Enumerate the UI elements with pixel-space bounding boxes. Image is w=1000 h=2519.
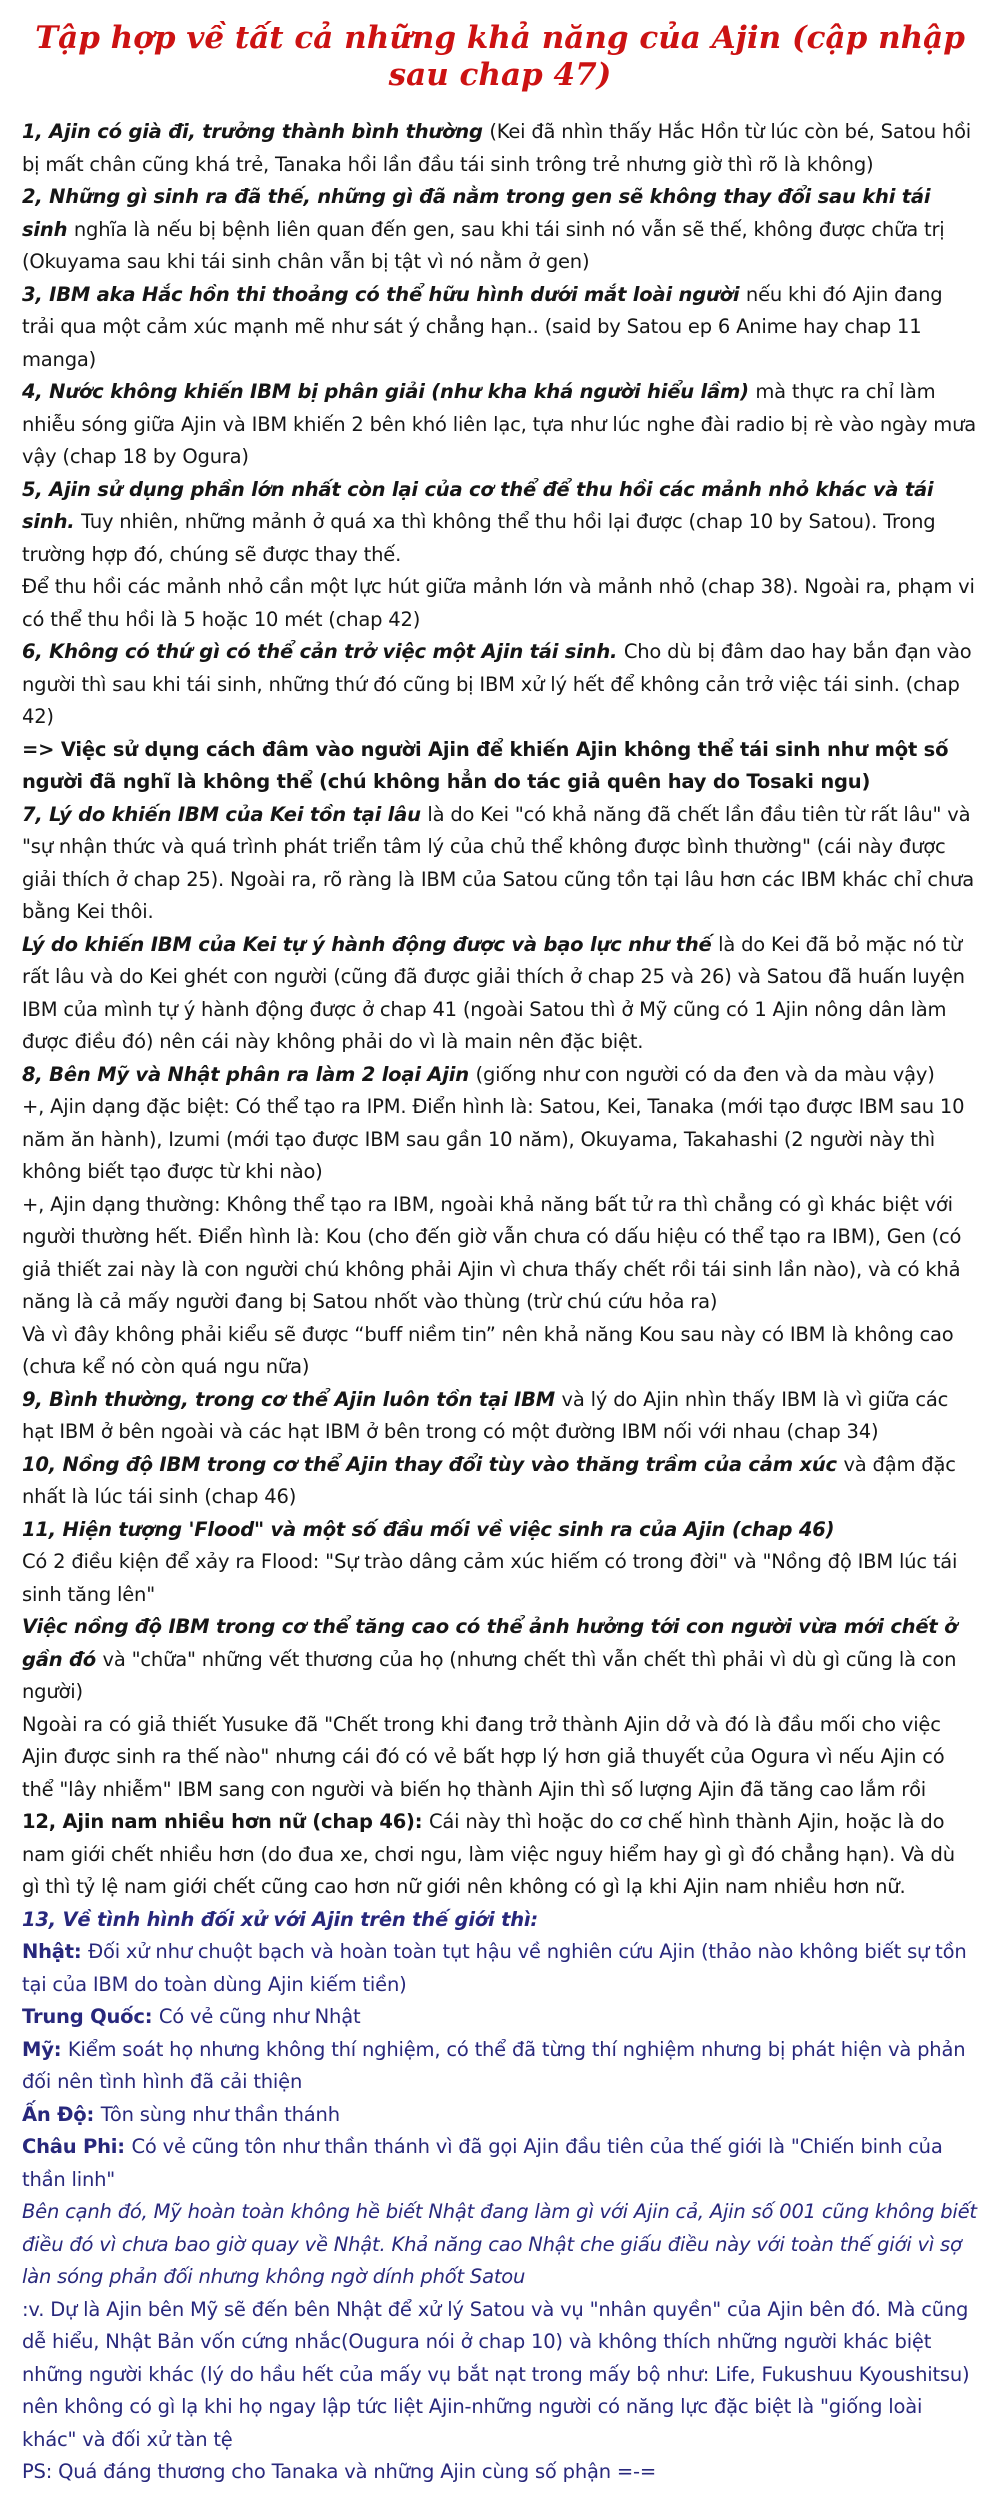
text-segment: và đậm đặc nhất là lúc tái sinh (chap 46)	[22, 1452, 956, 1509]
text-segment: => Việc sử dụng cách đâm vào người Ajin để khiến Ajin không thể tái sinh như một số người đã nghĩ là không thể (chú không hẳn do tác giả quên hay do Tosaki ngu)	[22, 737, 949, 794]
text-segment: là do Kei đã bỏ mặc nó từ rất lâu và do Kei ghét con người (cũng đã được giải thích ở chap 25 và 26) và Satou đã huấn luyện IBM của mình tự ý hành động được ở chap 41 (ngoài Satou thì ở Mỹ cũng có 1 Ajin nông dân làm được điều đó) nên cái này không phải do vì là main nên đặc biệt.	[22, 932, 965, 1054]
paragraph-7	[22, 636, 978, 734]
text-segment: 4, Nước không khiến IBM bị phân giải (như kha khá người hiểu lầm)	[22, 380, 756, 404]
text-segment: PS: Quá đáng thương cho Tanaka và những Ajin cùng số phận =-=	[22, 2460, 656, 2484]
text-segment: mà thực ra chỉ làm nhiễu sóng giữa Ajin và IBM khiến 2 bên khó liên lạc, tựa như lúc nghe đài radio bị rè vào ngày mưa vậy (chap 18 by Ogura)	[22, 380, 976, 469]
text-segment: Cái này thì hoặc do cơ chế hình thành Ajin, hoặc là do nam giới chết nhiều hơn (do đua xe, chơi ngu, làm việc nguy hiểm hay gì gì đó chẳng hạn). Và dù gì thì tỷ lệ nam giới chết cũng cao hơn nữ giới nên không có gì lạ khi Ajin nam nhiều hơn nữ.	[22, 1810, 955, 1899]
paragraph-26	[22, 2099, 978, 2132]
paragraph-17	[22, 1514, 978, 1547]
text-segment: Có 2 điều kiện để xảy ra Flood: "Sự trào dâng cảm xúc hiếm có trong đời" và "Nồng độ IBM lúc tái sinh tăng lên"	[22, 1550, 958, 1606]
paragraph-15	[22, 1384, 978, 1449]
text-segment: Mỹ:	[22, 2037, 68, 2061]
text-segment: (Kei đã nhìn thấy Hắc Hồn từ lúc còn bé, Satou hồi bị mất chân cũng khá trẻ, Tanaka hồi lần đầu tái sinh trông trẻ nhưng giờ thì rõ là không)	[22, 120, 972, 176]
text-segment: Đối xử như chuột bạch và hoàn toàn tụt hậu về nghiên cứu Ajin (thảo nào không biết sự tồn tại của IBM do toàn dùng Ajin kiếm tiền)	[22, 1940, 967, 1996]
paragraph-9	[22, 799, 978, 929]
paragraph-8	[22, 734, 978, 799]
text-segment: Châu Phi:	[22, 2135, 132, 2159]
paragraph-5	[22, 474, 978, 572]
text-segment: Việc nồng độ IBM trong cơ thể tăng cao có thể ảnh hưởng tới con người vừa mới chết ở gần đó	[22, 1615, 958, 1671]
text-segment: 3, IBM aka Hắc hồn thi thoảng có thể hữu hình dưới mắt loài người	[22, 282, 746, 306]
paragraph-27	[22, 2131, 978, 2196]
text-segment: 5, Ajin sử dụng phần lớn nhất còn lại của cơ thể để thu hồi các mảnh nhỏ khác và tái sinh.	[22, 477, 934, 534]
text-segment: Ấn Độ:	[22, 2102, 101, 2126]
text-segment: Lý do khiến IBM của Kei tự ý hành động được và bạo lực như thế	[22, 932, 719, 956]
text-segment: và "chữa" những vết thương của họ (nhưng chết thì vẫn chết thì phải vì dù gì cũng là con người)	[22, 1647, 957, 1704]
text-segment: :v. Dự là Ajin bên Mỹ sẽ đến bên Nhật để xử lý Satou và vụ "nhân quyền" của Ajin bên đó. Mà cũng dễ hiểu, Nhật Bản vốn cứng nhắc(Ougura nói ở chap 10) và không thích những người khác biệt những người khác (lý do hầu hết của mấy vụ bắt nạt trong mấy bộ như: Life, Fukushuu Kyoushitsu) nên không có gì lạ khi họ ngay lập tức liệt Ajin-những người có năng lực đặc biệt là "giống loài khác" và đối xử tàn tệ	[22, 2297, 970, 2451]
text-segment: Có vẻ cũng tôn như thần thánh vì đã gọi Ajin đầu tiên của thế giới là "Chiến binh của thần linh"	[22, 2135, 943, 2191]
paragraph-28	[22, 2196, 978, 2294]
text-segment: Cho dù bị đâm dao hay bắn đạn vào người thì sau khi tái sinh, những thứ đó cũng bị IBM xử lý hết để không cản trở việc tái sinh. (chap 42)	[22, 640, 972, 729]
text-segment: +, Ajin dạng đặc biệt: Có thể tạo ra IPM. Điển hình là: Satou, Kei, Tanaka (mới tạo được IBM sau 10 năm ăn hành), Izumi (mới tạo được IBM sau gần 10 năm), Okuyama, Takahashi (2 người này thì không biết tạo được từ khi nào)	[22, 1095, 965, 1184]
paragraph-16	[22, 1449, 978, 1514]
text-segment: Ngoài ra có giả thiết Yusuke đã "Chết trong khi đang trở thành Ajin dở và đó là đầu mối cho việc Ajin được sinh ra thế nào" nhưng cái đó có vẻ bất hợp lý hơn giả thuyết của Ogura vì nếu Ajin có thể "lây nhiễm" IBM sang con người và biến họ thành Ajin thì số lượng Ajin đã tăng cao lắm rồi	[22, 1712, 945, 1801]
paragraph-10	[22, 929, 978, 1059]
text-segment: Tuy nhiên, những mảnh ở quá xa thì không thể thu hồi lại được (chap 10 by Satou). Trong trường hợp đó, chúng sẽ được thay thế.	[22, 510, 936, 566]
text-segment: (giống như con người có da đen và da màu vậy)	[475, 1062, 935, 1086]
text-segment: +, Ajin dạng thường: Không thể tạo ra IBM, ngoài khả năng bất tử ra thì chẳng có gì khác biệt với người thường hết. Điển hình là: Kou (cho đến giờ vẫn chưa có dấu hiệu có thể tạo ra IBM), Gen (có giả thiết zai này là con người chú không phải Ajin vì chưa thấy chết rồi tái sinh lần nào), và có khả năng là cả mấy người đang bị Satou nhốt vào thùng (trừ chú cứu hỏa ra)	[22, 1192, 962, 1314]
document-body	[22, 116, 978, 2489]
paragraph-29	[22, 2294, 978, 2457]
text-segment: 1, Ajin có già đi, trưởng thành bình thường	[22, 120, 490, 144]
text-segment: Trung Quốc:	[22, 2005, 159, 2029]
text-segment: 13, Về tình hình đối xử với Ajin trên thế giới thì:	[22, 1907, 538, 1931]
text-segment: Có vẻ cũng như Nhật	[158, 2005, 361, 2029]
text-segment: 11, Hiện tượng 'Flood" và một số đầu mối về việc sinh ra của Ajin (chap 46)	[22, 1517, 835, 1541]
text-segment: Tôn sùng như thần thánh	[100, 2102, 340, 2126]
paragraph-24	[22, 2001, 978, 2034]
text-segment: và lý do Ajin nhìn thấy IBM là vì giữa các hạt IBM ở bên ngoài và các hạt IBM ở bên trong có một đường IBM nối với nhau (chap 34)	[22, 1387, 949, 1444]
paragraph-19	[22, 1611, 978, 1709]
text-segment: 8, Bên Mỹ và Nhật phân ra làm 2 loại Ajin	[22, 1062, 476, 1086]
page-title: Tập hợp về tất cả những khả năng của Ajin (cập nhập sau chap 47)	[35, 20, 965, 94]
text-segment: Kiểm soát họ nhưng không thí nghiệm, có thể đã từng thí nghiệm nhưng bị phát hiện và phản đối nên tình hình đã cải thiện	[22, 2037, 966, 2094]
paragraph-11	[22, 1059, 978, 1092]
text-segment: Bên cạnh đó, Mỹ hoàn toàn không hề biết Nhật đang làm gì với Ajin cả, Ajin số 001 cũng không biết điều đó vì chưa bao giờ quay về Nhật. Khả năng cao Nhật che giấu điều này với toàn thế giới vì sợ làn sóng phản đối nhưng không ngờ dính phốt Satou	[22, 2200, 977, 2289]
text-segment: Để thu hồi các mảnh nhỏ cần một lực hút giữa mảnh lớn và mảnh nhỏ (chap 38). Ngoài ra, phạm vi có thể thu hồi là 5 hoặc 10 mét (chap 42)	[22, 575, 975, 631]
paragraph-4	[22, 376, 978, 474]
text-segment: 9, Bình thường, trong cơ thể Ajin luôn tồn tại IBM	[22, 1387, 562, 1411]
paragraph-1	[22, 116, 978, 181]
text-segment: nghĩa là nếu bị bệnh liên quan đến gen, sau khi tái sinh nó vẫn sẽ thế, không được chữa trị (Okuyama sau khi tái sinh chân vẫn bị tật vì nó nằm ở gen)	[22, 217, 945, 274]
paragraph-20	[22, 1709, 978, 1807]
paragraph-21	[22, 1806, 978, 1904]
paragraph-13	[22, 1189, 978, 1319]
text-segment: 6, Không có thứ gì có thể cản trở việc một Ajin tái sinh.	[22, 640, 624, 664]
text-segment: 12, Ajin nam nhiều hơn nữ (chap 46):	[22, 1810, 429, 1834]
paragraph-18	[22, 1546, 978, 1611]
text-segment: 7, Lý do khiến IBM của Kei tồn tại lâu	[22, 802, 428, 826]
paragraph-25	[22, 2034, 978, 2099]
text-segment: là do Kei "có khả năng đã chết lần đầu tiên từ rất lâu" và "sự nhận thức và quá trình phát triển tâm lý của chủ thể không được bình thường" (cái này được giải thích ở chap 25). Ngoài ra, rõ ràng là IBM của Satou cũng tồn tại lâu hơn các IBM khác chỉ chưa bằng Kei thôi.	[22, 802, 974, 924]
paragraph-30	[22, 2456, 978, 2489]
paragraph-2	[22, 181, 978, 279]
text-segment: Nhật:	[22, 1940, 89, 1964]
text-segment: nếu khi đó Ajin đang trải qua một cảm xúc mạnh mẽ như sát ý chẳng hạn.. (said by Satou ep 6 Anime hay chap 11 manga)	[22, 282, 943, 371]
paragraph-22	[22, 1904, 978, 1937]
paragraph-23	[22, 1936, 978, 2001]
text-segment: Và vì đây không phải kiểu sẽ được “buff niềm tin” nên khả năng Kou sau này có IBM là không cao (chưa kể nó còn quá ngu nữa)	[22, 1322, 954, 1379]
text-segment: 2, Những gì sinh ra đã thế, những gì đã nằm trong gen sẽ không thay đổi sau khi tái sinh	[22, 185, 931, 241]
paragraph-6	[22, 571, 978, 636]
paragraph-12	[22, 1091, 978, 1189]
paragraph-14	[22, 1319, 978, 1384]
paragraph-3	[22, 279, 978, 377]
text-segment: 10, Nồng độ IBM trong cơ thể Ajin thay đổi tùy vào thăng trầm của cảm xúc	[22, 1452, 844, 1476]
